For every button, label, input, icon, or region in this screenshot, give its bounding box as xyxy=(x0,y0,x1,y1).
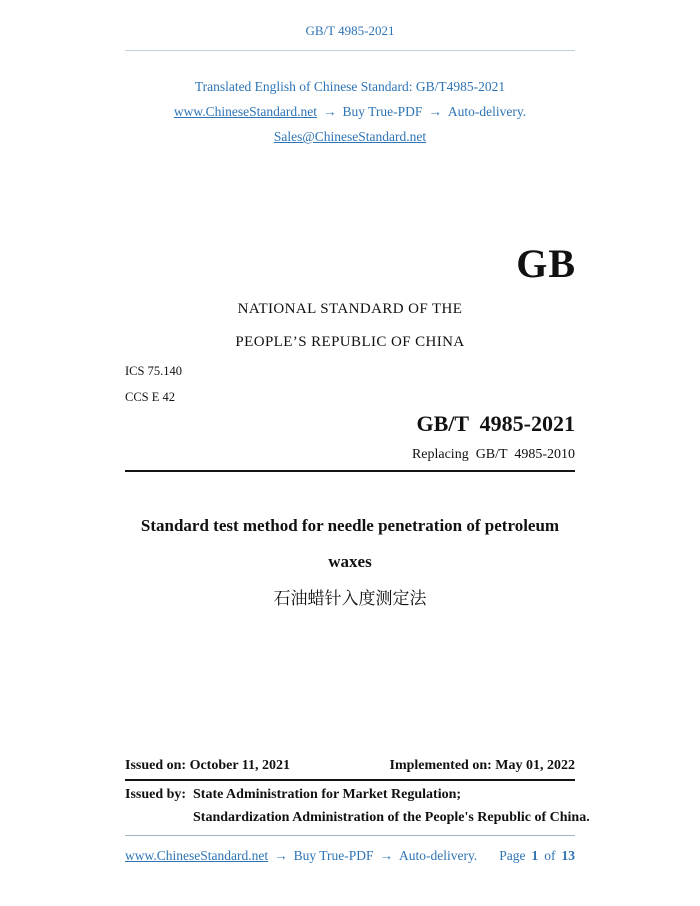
title-chinese: 石油蜡针入度测定法 xyxy=(273,589,427,608)
buy-pdf-text: Buy True-PDF xyxy=(342,104,423,119)
gb-logo: GB xyxy=(516,241,576,286)
national-standard-line1: NATIONAL STANDARD OF THE xyxy=(237,301,463,317)
mid-divider xyxy=(125,470,575,472)
page-current: 1 xyxy=(531,848,539,863)
page-of-label: of xyxy=(544,848,556,863)
arrow-icon: → xyxy=(379,848,394,863)
header-link-line xyxy=(0,104,700,120)
ics-code: ICS 75.140 xyxy=(125,364,182,378)
footer-buy-pdf-text: Buy True-PDF xyxy=(293,848,374,863)
footer-row xyxy=(125,848,575,864)
auto-delivery-text: Auto-delivery. xyxy=(447,104,527,119)
implemented-on-date: Implemented on: May 01, 2022 xyxy=(389,758,575,773)
website-link[interactable]: www.ChineseStandard.net xyxy=(173,104,317,119)
replacing-note: Replacing GB/T 4985-2010 xyxy=(411,447,575,462)
issuer-line1: State Administration for Market Regulation; xyxy=(193,787,462,802)
footer-website-link[interactable]: www.ChineseStandard.net xyxy=(125,848,269,863)
page-total: 13 xyxy=(561,848,575,863)
header-divider xyxy=(125,50,575,51)
header-email-line xyxy=(0,129,700,145)
standard-code: GB/T 4985-2021 xyxy=(416,411,575,436)
issue-dates-row xyxy=(125,758,575,774)
footer-divider xyxy=(125,835,575,836)
title-english-line2: waxes xyxy=(328,552,372,571)
ccs-code: CCS E 42 xyxy=(125,390,176,404)
title-english-line1: Standard test method for needle penetration of petroleum xyxy=(140,516,560,535)
footer-link-line xyxy=(125,848,477,864)
page-indicator xyxy=(493,848,575,864)
arrow-icon: → xyxy=(274,848,288,863)
header-doc-code: GB/T 4985-2021 xyxy=(305,23,395,38)
issued-by-label: Issued by: xyxy=(125,787,187,802)
arrow-icon: → xyxy=(428,104,442,119)
arrow-icon: → xyxy=(322,104,337,119)
translated-line: Translated English of Chinese Standard: GB/T4985-2021 xyxy=(194,79,506,94)
footer-auto-delivery-text: Auto-delivery. xyxy=(399,848,478,863)
page-label: Page xyxy=(499,848,526,863)
issue-divider xyxy=(125,779,575,781)
national-standard-line2: PEOPLE’S REPUBLIC OF CHINA xyxy=(235,334,465,350)
issued-on-date: Issued on: October 11, 2021 xyxy=(125,758,291,773)
issuer-line2: Standardization Administration of the People's Republic of China. xyxy=(193,810,590,825)
email-link[interactable]: Sales@ChineseStandard.net xyxy=(273,129,427,144)
